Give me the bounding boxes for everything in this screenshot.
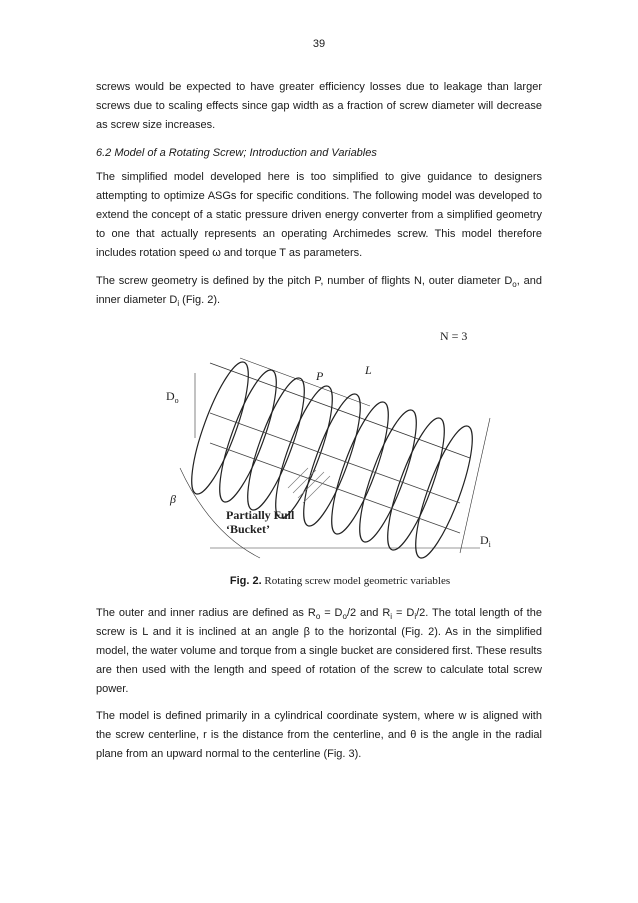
screw-diagram [140, 318, 540, 578]
screw-geometry-figure [140, 318, 540, 593]
label-l: L [365, 363, 372, 377]
figure-caption: Fig. 2. Rotating screw model geometric variables [229, 575, 451, 587]
paragraph-geometry: The screw geometry is defined by the pitch P, number of flights N, outer diameter $D_o$, and inner diameter $D_i$ (Fig. 2). [96, 275, 542, 309]
label-bucket-2: ‘Bucket’ [226, 522, 270, 536]
label-di: $D_i$ [480, 533, 491, 549]
label-do: $D_o$ [166, 389, 179, 405]
label-p: P [316, 369, 324, 383]
pitch-dimension-line [240, 358, 370, 406]
paragraph-radius: The outer and inner radius are defined as $R_o = D_o/2$ and $R_i = D_i/2$. The total length of the screw is L and it is inclined at an angle β to the horizontal (Fig. 2). As in the simplified model, the water volume and torque from a single bucket are considered first. These results are then used with the length and speed of rotation of the screw to calculate total screw power. [96, 607, 542, 695]
label-beta: β [170, 492, 176, 506]
paragraph-intro: screws would be expected to have greater efficiency losses due to leakage than larger screws due to scaling effects since gap width as a fraction of screw diameter will decrease as screw size increases. [96, 81, 542, 131]
paragraph-model-intro: The simplified model developed here is too simplified to give guidance to designers attempting to optimize ASGs for specific conditions. The following model was developed to extend the concept of a static pressure driven energy converter from a simplified geometry to one that actually represents an operating Archimedes screw. This model therefore includes rotation speed ω and torque T as parameters. [96, 171, 542, 259]
label-n: N = 3 [440, 329, 468, 343]
paragraph-coordinates: The model is defined primarily in a cylindrical coordinate system, where w is aligned with the screw centerline, r is the distance from the centerline, and θ is the angle in the radial plane from an upward normal to the centerline (Fig. 3). [96, 710, 542, 760]
page-number: 39 [312, 38, 326, 50]
length-dimension-line [210, 363, 470, 458]
label-bucket-1: Partially Full [226, 508, 295, 522]
section-heading: 6.2 Model of a Rotating Screw; Introduction and Variables [96, 147, 377, 159]
